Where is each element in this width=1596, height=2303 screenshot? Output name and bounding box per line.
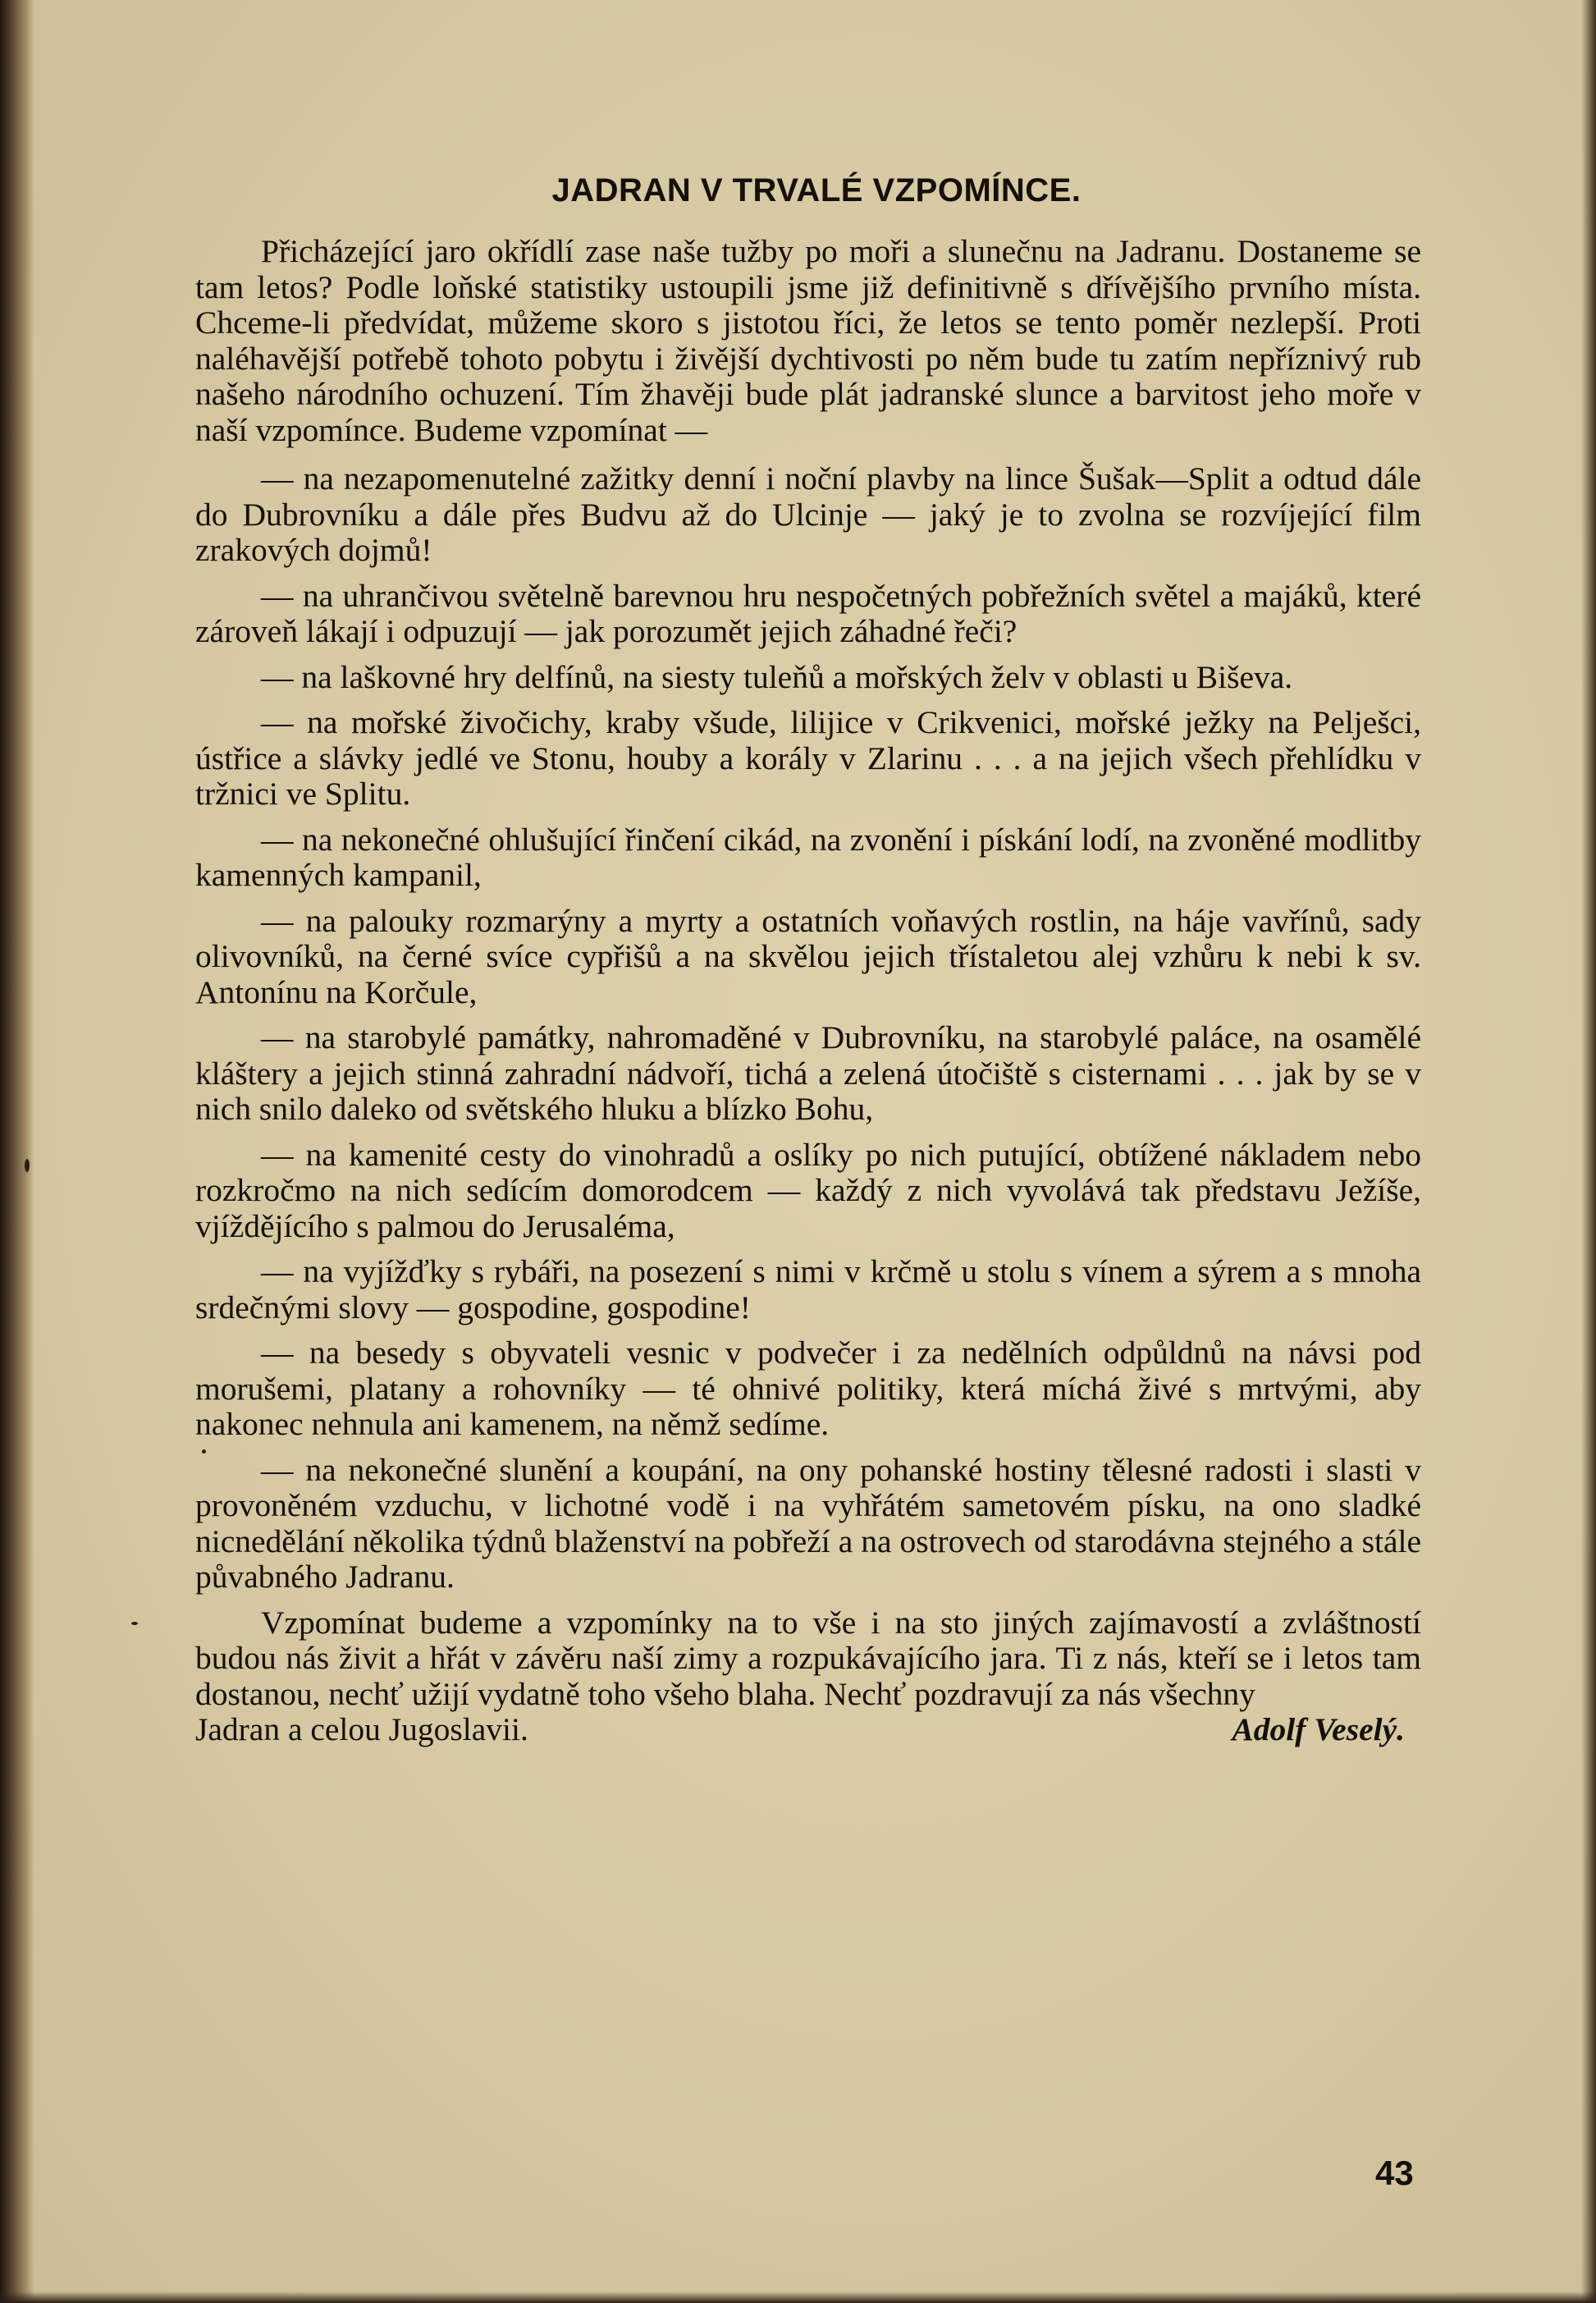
print-speck (131, 1622, 138, 1625)
author-signature: Adolf Veselý. (1232, 1711, 1405, 1747)
article-title: JADRAN V TRVALÉ VZPOMÍNCE. (551, 172, 1082, 208)
paragraph: — na vyjížďky s rybáři, na posezení s nimi v krčmě u stolu s vínem a sýrem a s mnoha srdečnými slovy — gospodine, gospodine! (195, 1253, 1421, 1325)
paragraph: Přicházející jaro okřídlí zase naše tužby po moři a slunečnu na Jadranu. Dostaneme se tam letos? Podle loňské statistiky ustoupili jsme již definitivně s dřívějšího prvního místa. Chceme-li předvídat, můžeme skoro s jistotou říci, že letos se tento poměr nezlepší. Proti naléhavější potřebě tohoto pobytu i živější dychtivosti po něm bude tu zatím nepříznivý rub našeho národního ochuzení. Tím žhavěji bude plát jadranské slunce a barvitost jeho moře v naší vzpomínce. Budeme vzpomínat — (195, 233, 1421, 448)
paragraph: — na palouky rozmarýny a myrty a ostatních voňavých rostlin, na háje vavřínů, sady olivovníků, na černé svíce cypřišů a na skvělou jejich třístaletou alej vzhůru k nebi k sv. Antonínu na Korčule, (195, 902, 1421, 1010)
page-edge-right (1581, 0, 1596, 2303)
paragraph: Vzpomínat budeme a vzpomínky na to vše i na sto jiných zajímavostí a zvláštností budou nás živit a hřát v závěru naší zimy a rozpukávajícího jara. Ti z nás, kteří se i letos tam dostanou, nechť užijí vydatně toho všeho blaha. Nechť pozdravují za nás všechny (195, 1604, 1421, 1712)
paragraph: — na kamenité cesty do vinohradů a oslíky po nich putující, obtížené nákladem nebo rozkročmo na nich sedícím domorodcem — každý z nich vyvolává tak představu Ježíše, vjíždějícího s palmou do Jerusaléma, (195, 1136, 1421, 1244)
paragraph: — na nekonečné slunění a koupání, na ony pohanské hostiny tělesné radosti i slasti v provoněném vzduchu, v lichotné vodě i na vyhřátém sametovém písku, na ono sladké nicnedělání několika týdnů blaženství na pobřeží a na ostrovech od starodávna stejného a stále půvabného Jadranu. (195, 1451, 1421, 1595)
article-body (195, 234, 1421, 1712)
paragraph: — na starobylé památky, nahromaděné v Dubrovníku, na starobylé paláce, na osamělé kláštery a jejich stinná zahradní nádvoří, tichá a zelená útočiště s cisternami . . . jak by se v nich snilo daleko od světského hluku a blízko Bohu, (195, 1019, 1421, 1127)
paragraph: — na laškovné hry delfínů, na siesty tuleňů a mořských želv v oblasti u Biševa. (261, 658, 1293, 695)
paragraph: — na nezapomenutelné zažitky denní i noční plavby na lince Šušak—Split a odtud dále do Dubrovníku a dále přes Budvu až do Ulcinje — jaký je to zvolna se rozvíjející film zrakových dojmů! (195, 460, 1421, 568)
print-speck (25, 1159, 30, 1172)
page-edge-bottom (0, 2292, 1596, 2303)
paragraph: — na besedy s obyvateli vesnic v podvečer i za nedělních odpůldnů na návsi pod morušemi, platany a rohovníky — té ohnivé politiky, která míchá živé s mrtvými, aby nakonec nehnula ani kamenem, na němž sedíme. (195, 1335, 1421, 1442)
article (195, 172, 1421, 1748)
paragraph: — na mořské živočichy, kraby všude, lilijice v Crikvenici, mořské ježky na Pelješci, ústřice a slávky jedlé ve Stonu, houby a korály v Zlarinu . . . a na jejich všech přehlídku v tržnici ve Splitu. (195, 704, 1421, 812)
closing-line (195, 1712, 1421, 1748)
closing-text: Jadran a celou Jugoslavii. (195, 1711, 528, 1747)
page-number: 43 (1375, 2154, 1414, 2192)
paragraph: — na nekonečné ohlušující řinčení cikád, na zvonění i pískání lodí, na zvoněné modlitby kamenných kampanil, (195, 821, 1421, 893)
binding-shadow (0, 0, 34, 2303)
paragraph: — na uhrančivou světelně barevnou hru nespočetných pobřežních světel a majáků, které zároveň lákají i odpuzují — jak porozumět jejich záhadné řeči? (195, 577, 1421, 649)
